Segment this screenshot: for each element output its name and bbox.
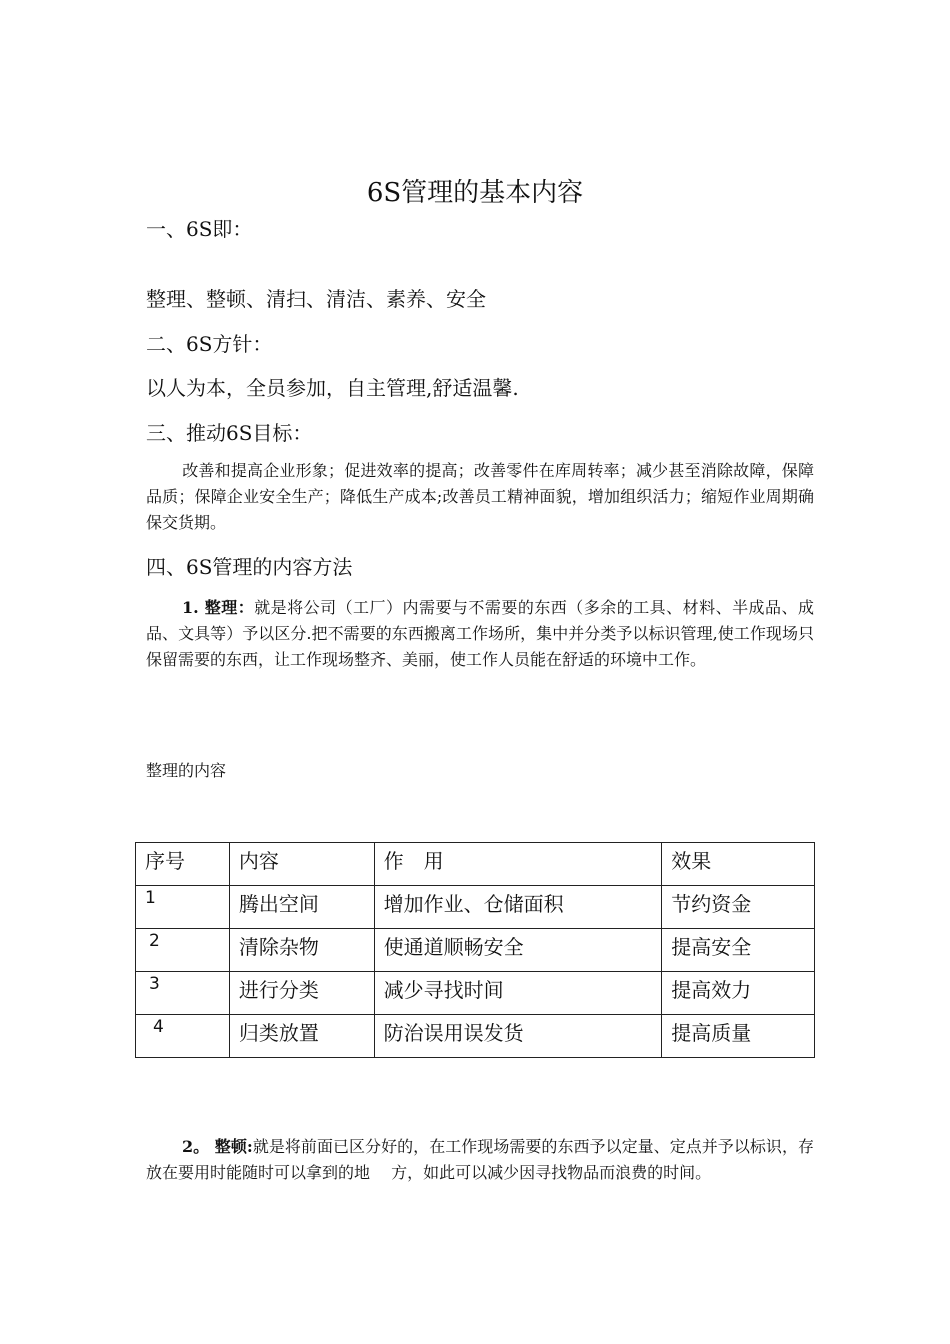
table-row — [136, 886, 815, 929]
item-2-paragraph — [146, 1134, 814, 1186]
section-3-paragraph — [146, 458, 814, 536]
table-cell: 归类放置 — [229, 1015, 374, 1058]
table-cell: 提高质量 — [662, 1015, 815, 1058]
page-title: 6S管理的基本内容 — [366, 178, 584, 208]
section-1-heading: 一、6S即： — [146, 217, 253, 241]
section-2-content: 以人为本，全员参加，自主管理,舒适温馨. — [146, 376, 519, 400]
section-3-heading: 三、推动6S目标： — [146, 421, 313, 445]
table-cell: 3 — [136, 972, 230, 1015]
section-2-heading: 二、6S方针： — [146, 332, 273, 356]
table-cell: 2 — [136, 929, 230, 972]
section-4-heading: 四、6S管理的内容方法 — [146, 555, 353, 579]
table-row — [136, 972, 815, 1015]
section-3-text: 改善和提高企业形象；促进效率的提高；改善零件在库周转率；减少甚至消除故障，保障品质；保障企业安全生产；降低生产成本;改善员工精神面貌，增加组织活力；缩短作业周期确保交货期。 — [146, 461, 814, 532]
table-cell: 提高安全 — [662, 929, 815, 972]
table-cell: 4 — [136, 1015, 230, 1058]
item-1-paragraph — [146, 595, 814, 673]
header-cell: 作 用 — [374, 843, 662, 886]
section-1-content: 整理、整顿、清扫、清洁、素养、安全 — [146, 287, 486, 311]
table-cell: 清除杂物 — [229, 929, 374, 972]
header-cell: 效果 — [662, 843, 815, 886]
item-1-label: 1. 整理： — [182, 598, 255, 617]
item-2-label: 2。 整顿: — [182, 1137, 253, 1156]
table-row — [136, 1015, 815, 1058]
table-cell: 防治误用误发货 — [374, 1015, 662, 1058]
table-cell: 节约资金 — [662, 886, 815, 929]
table-cell: 1 — [136, 886, 230, 929]
table-cell: 进行分类 — [229, 972, 374, 1015]
table-header-row — [136, 843, 815, 886]
table-cell: 增加作业、仓储面积 — [374, 886, 662, 929]
header-cell: 序号 — [136, 843, 230, 886]
table-cell: 使通道顺畅安全 — [374, 929, 662, 972]
header-cell: 内容 — [229, 843, 374, 886]
table-caption: 整理的内容 — [146, 761, 227, 780]
table-row — [136, 929, 815, 972]
item-1-text: 就是将公司（工厂）内需要与不需要的东西（多余的工具、材料、半成品、成品、文具等）予以区分.把不需要的东西搬离工作场所，集中并分类予以标识管理,使工作现场只保留需要的东西，让工作现场整齐、美丽，使工作人员能在舒适的环境中工作。 — [146, 598, 814, 669]
table-cell: 提高效力 — [662, 972, 815, 1015]
item-2-text: 就是将前面已区分好的，在工作现场需要的东西予以定量、定点并予以标识，存放在要用时能随时可以拿到的地 方，如此可以减少因寻找物品而浪费的时间。 — [146, 1137, 814, 1182]
table-cell: 腾出空间 — [229, 886, 374, 929]
table-cell: 减少寻找时间 — [374, 972, 662, 1015]
sort-content-table — [135, 842, 815, 1058]
